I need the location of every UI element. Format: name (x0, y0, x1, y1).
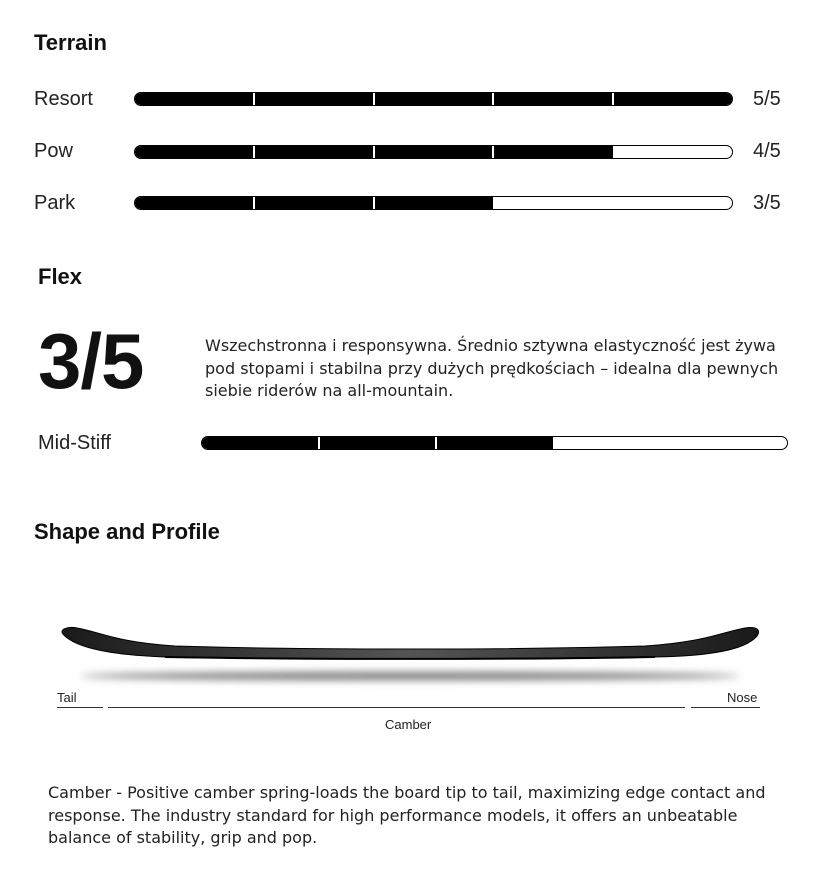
board-shadow (80, 672, 740, 680)
profile-description: Camber - Positive camber spring-loads the board tip to tail, maximizing edge contact and response. The industry standard for high performance models, it offers an unbeatable balance of stability, grip and pop. (48, 783, 766, 847)
terrain-rating-bar (134, 196, 733, 210)
rating-segment-divider (612, 93, 614, 105)
camber-underline (108, 707, 685, 708)
flex-rating: 3/5 (38, 317, 144, 405)
rating-segment-divider (492, 93, 494, 105)
tail-underline (57, 707, 103, 708)
flex-description: Wszechstronna i responsywna. Średnio sztywna elastyczność jest żywa pod stopami i stabilna przy dużych prędkościach – idealna dla pewnych siebie riderów na all-mountain. (205, 336, 779, 400)
board-profile-svg (55, 610, 765, 690)
profile-type-label: Camber (385, 717, 432, 732)
nose-label: Nose (727, 690, 758, 705)
rating-segment-divider (373, 93, 375, 105)
terrain-rating-bar (134, 92, 733, 106)
terrain-rating-fill (135, 197, 493, 209)
flex-rating-bar (201, 436, 788, 450)
nose-underline (691, 707, 760, 708)
terrain-rating-bar (134, 145, 733, 159)
terrain-row-value: 4/5 (753, 140, 781, 162)
rating-segment-divider (318, 437, 320, 449)
terrain-rating-fill (135, 93, 732, 105)
snowboard-shape (62, 627, 759, 658)
terrain-row-value: 5/5 (753, 88, 781, 110)
tail-label: Tail (57, 690, 77, 705)
flex-label: Mid-Stiff (38, 432, 111, 454)
rating-segment-divider (253, 93, 255, 105)
rating-segment-divider (373, 146, 375, 158)
flex-heading: Flex (38, 264, 83, 289)
terrain-row-label: Pow (34, 140, 73, 162)
flex-rating-fill (202, 437, 553, 449)
shape-heading: Shape and Profile (34, 519, 220, 544)
rating-segment-divider (492, 146, 494, 158)
terrain-heading: Terrain (34, 30, 107, 55)
rating-segment-divider (253, 146, 255, 158)
terrain-row-value: 3/5 (753, 192, 781, 214)
rating-segment-divider (253, 197, 255, 209)
rating-segment-divider (435, 437, 437, 449)
board-profile-illustration (55, 610, 765, 690)
terrain-row-label: Park (34, 192, 76, 214)
rating-segment-divider (373, 197, 375, 209)
terrain-row-label: Resort (34, 88, 93, 110)
